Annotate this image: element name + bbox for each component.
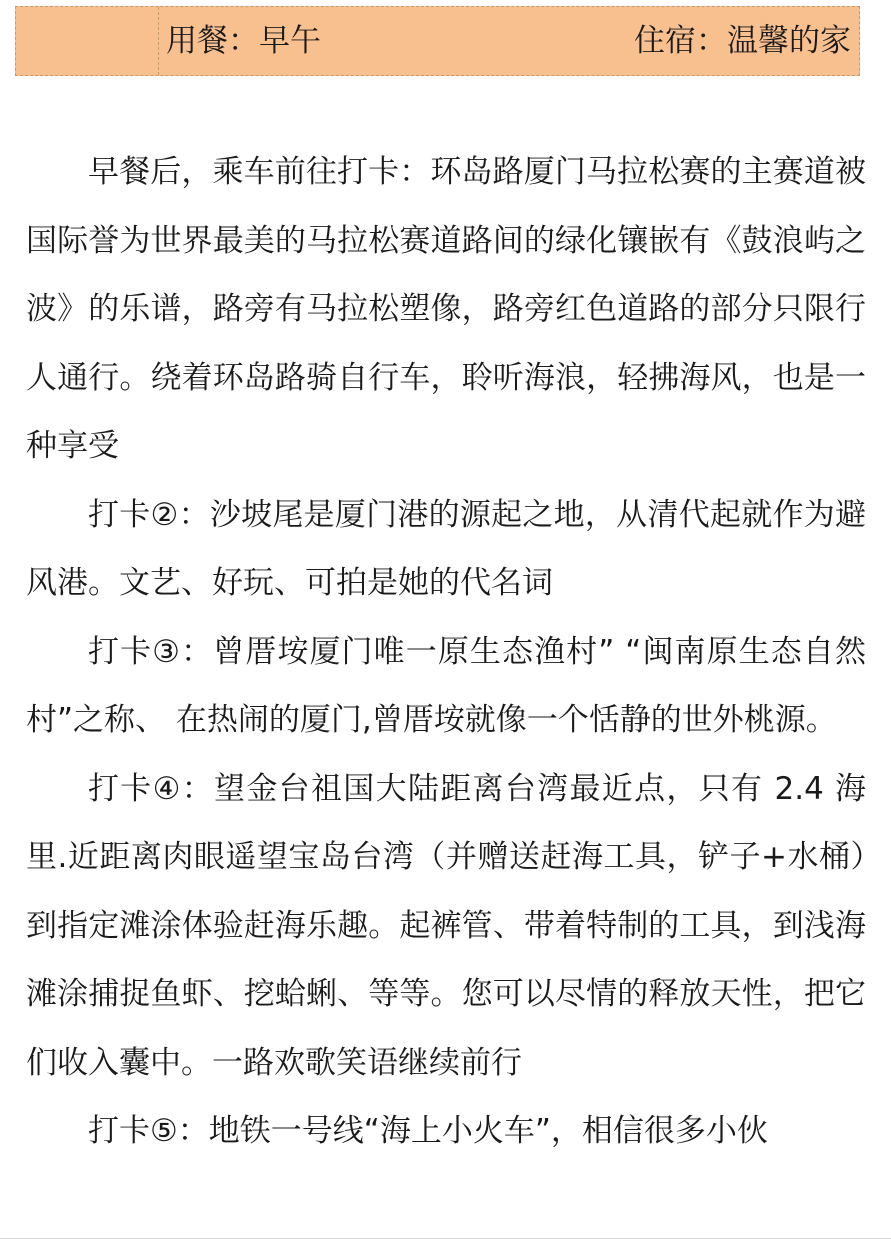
- page-bottom-rule: [0, 1238, 891, 1239]
- paragraph-wangjintai: 打卡④：望金台祖国大陆距离台湾最近点，只有 2.4 海里.近距离肉眼遥望宝岛台湾（并赠送赶海工具，铲子+水桶）到指定滩涂体验赶海乐趣。起裤管、带着特制的工具，到浅海滩涂捕捉鱼虾、挖蛤蜊、等等。您可以尽情的释放天性，把它们收入囊中。一路欢歌笑语继续前行: [26, 770, 866, 1081]
- itinerary-header-row: [15, 6, 860, 76]
- header-cell-divider: [158, 7, 159, 75]
- paragraph-metro-line-1: 打卡⑤：地铁一号线“海上小火车”，相信很多小伙: [88, 1113, 768, 1149]
- itinerary-description: [26, 138, 866, 1166]
- paragraph-ring-road: 早餐后，乘车前往打卡：环岛路厦门马拉松赛的主赛道被国际誉为世界最美的马拉松赛道路间的绿化镶嵌有《鼓浪屿之波》的乐谱，路旁有马拉松塑像，路旁红色道路的部分只限行人通行。绕着环岛路骑自行车，聆听海浪，轻拂海风，也是一种享受: [26, 154, 866, 464]
- paragraph-shapowei: 打卡②：沙坡尾是厦门港的源起之地，从清代起就作为避风港。文艺、好玩、可拍是她的代名词: [26, 496, 866, 601]
- meal-info: 用餐：早午: [166, 23, 321, 59]
- paragraph-zengcuoan: 打卡③：曾厝垵厦门唯一原生态渔村” “闽南原生态自然村”之称、 在热闹的厦门,曾厝垵就像一个恬静的世外桃源。: [26, 633, 866, 738]
- lodging-info: 住宿：温馨的家: [634, 23, 851, 59]
